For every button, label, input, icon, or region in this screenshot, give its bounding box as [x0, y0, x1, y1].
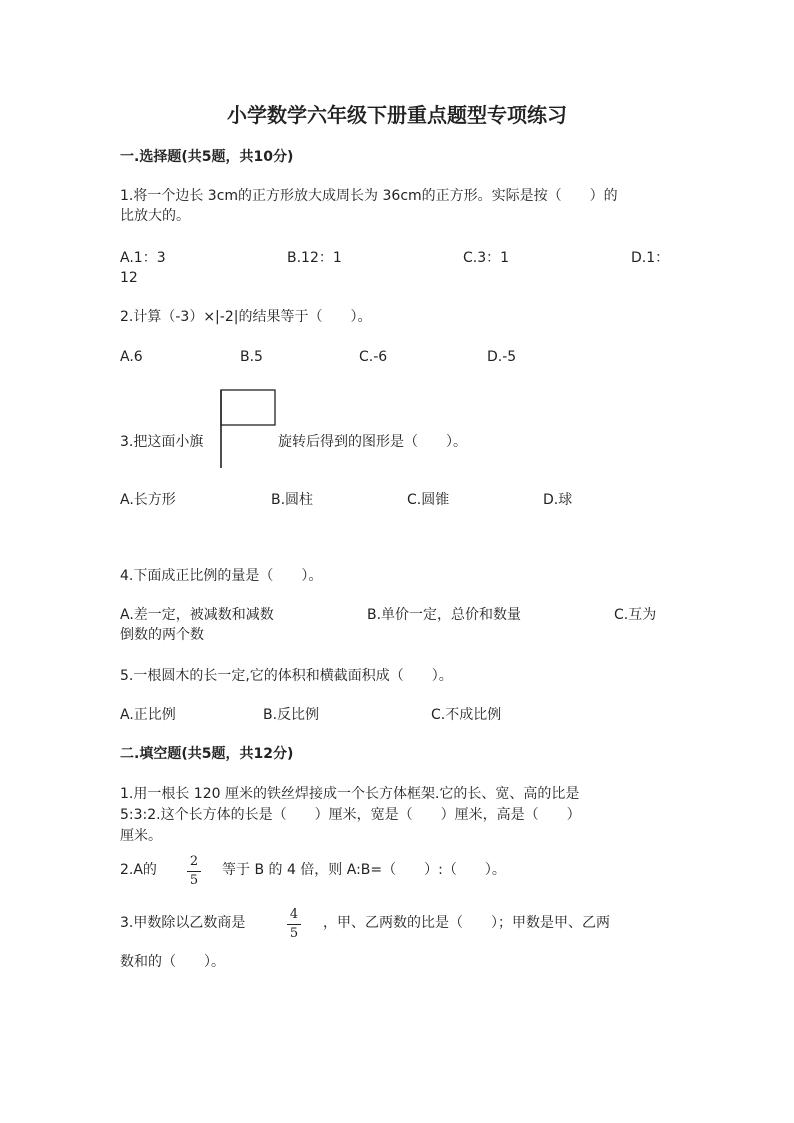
- fill-question-3-fraction: [287, 907, 301, 942]
- question-4-option-b: B.单价一定，总价和数量: [367, 607, 522, 623]
- question-3-option-d: D.球: [543, 492, 573, 508]
- section-heading-choice: 一.选择题(共5题，共10分): [120, 149, 294, 165]
- question-4-option-c-cont: 倒数的两个数: [120, 627, 204, 643]
- question-4-text: 4.下面成正比例的量是（ ）。: [120, 568, 323, 584]
- fraction-bar: [187, 871, 201, 872]
- question-3-text-before: 3.把这面小旗: [120, 434, 204, 450]
- fraction-denominator: 5: [189, 873, 199, 888]
- question-1-option-d-cont: 12: [120, 270, 138, 286]
- question-1-line-1: 1.将一个边长 3cm的正方形放大成周长为 36cm的正方形。实际是按（ ）的: [120, 188, 618, 204]
- flag-cloth: [221, 390, 275, 425]
- question-3-option-b: B.圆柱: [271, 492, 314, 508]
- question-2-option-a: A.6: [120, 349, 143, 365]
- question-5-option-a: A.正比例: [120, 707, 176, 723]
- fill-question-3-text-after: ，甲、乙两数的比是（ ）；甲数是甲、乙两: [323, 915, 610, 931]
- question-2-option-c: C.-6: [359, 349, 388, 365]
- fill-question-2-text-after: 等于 B 的 4 倍，则 A:B=（ ）:（ ）。: [222, 862, 506, 878]
- fill-question-1-line-3: 厘米。: [120, 828, 162, 844]
- question-1-line-2: 比放大的。: [120, 208, 190, 224]
- flag-figure: [219, 388, 279, 470]
- page-title: 小学数学六年级下册重点题型专项练习: [227, 103, 567, 127]
- question-2-option-d: D.-5: [487, 349, 517, 365]
- fill-question-3-text-before: 3.甲数除以乙数商是: [120, 915, 246, 931]
- question-3-option-a: A.长方形: [120, 492, 176, 508]
- question-5-option-b: B.反比例: [263, 707, 320, 723]
- question-5-text: 5.一根圆木的长一定,它的体积和横截面积成（ ）。: [120, 668, 453, 684]
- fraction-bar: [287, 924, 301, 925]
- fraction-numerator: 4: [289, 907, 299, 922]
- question-4-option-a: A.差一定，被减数和减数: [120, 607, 274, 623]
- question-3-option-c: C.圆锥: [407, 492, 450, 508]
- question-1-option-d: D.1：: [631, 250, 670, 266]
- fill-question-2-fraction: [187, 854, 201, 889]
- fraction-denominator: 5: [289, 926, 299, 941]
- question-5-option-c: C.不成比例: [431, 707, 502, 723]
- question-1-option-a: A.1：3: [120, 250, 166, 266]
- fraction-numerator: 2: [189, 854, 199, 869]
- fill-question-2-text-before: 2.A的: [120, 862, 157, 878]
- question-2-option-b: B.5: [240, 349, 263, 365]
- question-1-option-c: C.3：1: [463, 250, 510, 266]
- question-4-option-c: C.互为: [614, 607, 657, 623]
- fill-question-1-line-2: 5:3:2.这个长方体的长是（ ）厘米，宽是（ ）厘米，高是（ ）: [120, 807, 581, 823]
- question-2-text: 2.计算（-3）×|-2|的结果等于（ ）。: [120, 309, 372, 325]
- question-1-option-b: B.12：1: [287, 250, 342, 266]
- fill-question-1-line-1: 1.用一根长 120 厘米的铁丝焊接成一个长方体框架.它的长、宽、高的比是: [120, 786, 580, 802]
- fill-question-3-line-2: 数和的（ ）。: [120, 954, 225, 970]
- question-3-text-after: 旋转后得到的图形是（ ）。: [278, 434, 467, 450]
- section-heading-fill: 二.填空题(共5题，共12分): [120, 746, 294, 762]
